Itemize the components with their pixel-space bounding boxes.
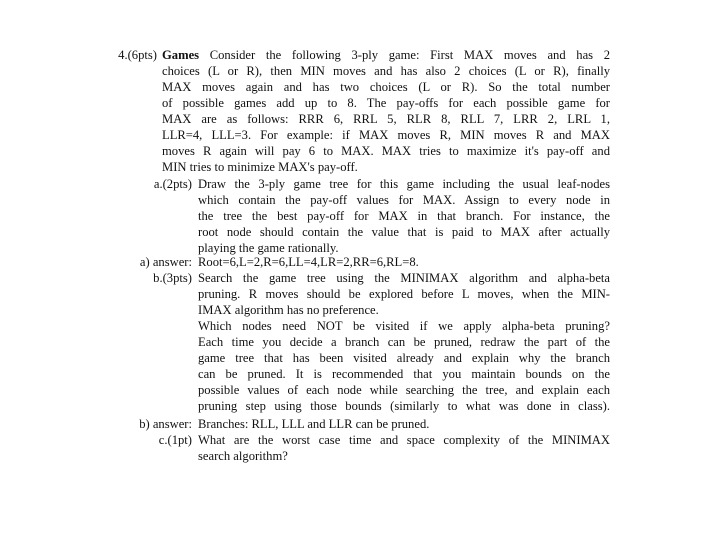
part-b-line-1: Search the game tree using the MINIMAX algorithm and alpha-beta	[198, 271, 610, 285]
part-b-line-7: can be pruned. It is recommended that you maintain bounds on the	[198, 367, 610, 381]
part-a-label: a.(2pts)	[153, 177, 192, 191]
part-a-line-5: playing the game rationally.	[198, 241, 339, 255]
question-line-8: MIN tries to minimize MAX's pay-off.	[162, 160, 358, 174]
part-a-line-2: which contain the pay-off values for MAX. Assign to every node in	[198, 193, 610, 207]
question-line-2: choices (L or R), then MIN moves and has also 2 choices (L or R), finally	[162, 64, 610, 78]
question-line-3: MAX moves again and has two choices (L or R). So the total number	[162, 80, 610, 94]
part-b-label: b.(3pts)	[153, 271, 192, 285]
part-b-line-2: pruning. R moves should be explored before L moves, when the MIN-	[198, 287, 610, 301]
question-line-5: MAX are as follows: RRR 6, RRL 5, RLR 8, RLL 7, LRR 2, LRL 1,	[162, 112, 610, 126]
part-c-label: c.(1pt)	[158, 433, 192, 447]
part-b-line-5: Each time you decide a branch can be pruned, redraw the part of the	[198, 335, 610, 349]
question-number: 4.(6pts)	[118, 48, 157, 62]
part-a-line-3: the tree the best pay-off for MAX in that branch. For instance, the	[198, 209, 610, 223]
question-line-4: of possible games add up to 8. The pay-offs for each possible game for	[162, 96, 610, 110]
part-a-line-4: root node should contain the value that is paid to MAX after actually	[198, 225, 610, 239]
part-a-line-1: Draw the 3-ply game tree for this game including the usual leaf-nodes	[198, 177, 610, 191]
question-line-1	[162, 48, 610, 63]
part-b-line-8: possible values of each node while searching the tree, and explain each	[198, 383, 610, 397]
answer-a-text: Root=6,L=2,R=6,LL=4,LR=2,RR=6,RL=8.	[198, 255, 419, 269]
question-title: Games	[162, 48, 200, 62]
answer-b-text: Branches: RLL, LLL and LLR can be pruned.	[198, 417, 430, 431]
answer-a-label: a) answer:	[139, 255, 192, 269]
part-c-line-2: search algorithm?	[198, 449, 288, 463]
part-b-line-3: IMAX algorithm has no preference.	[198, 303, 379, 317]
part-b-line-6: game tree that has been visited already and explain why the branch	[198, 351, 610, 365]
answer-b-label: b) answer:	[139, 417, 192, 431]
part-b-line-9: pruning step using those bounds (similarly to what was done in class).	[198, 399, 610, 413]
question-line-6: LLR=4, LLL=3. For example: if MAX moves R, MIN moves R and MAX	[162, 128, 610, 142]
question-line-7: moves R again will pay 6 to MAX. MAX tries to maximize it's pay-off and	[162, 144, 610, 158]
part-b-line-4: Which nodes need NOT be visited if we apply alpha-beta pruning?	[198, 319, 610, 333]
part-c-line-1: What are the worst case time and space complexity of the MINIMAX	[198, 433, 610, 447]
question-line-1-text: Consider the following 3-ply game: First MAX moves and has 2	[209, 48, 610, 62]
